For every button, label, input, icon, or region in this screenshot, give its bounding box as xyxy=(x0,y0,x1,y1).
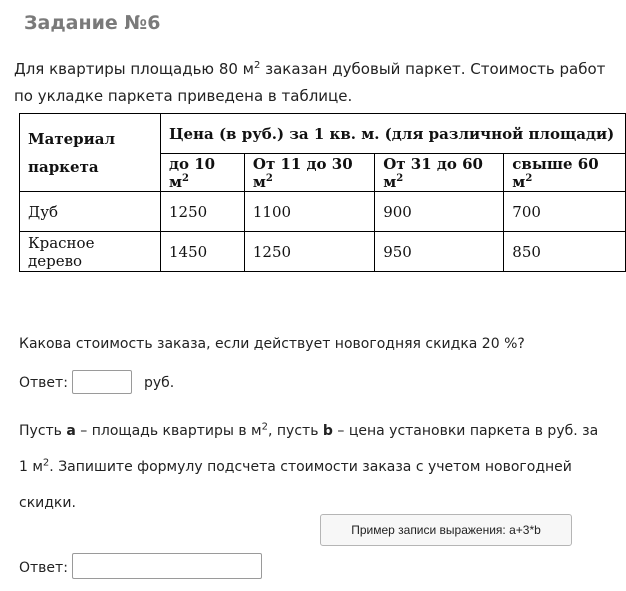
material-cell: Красное дерево xyxy=(20,232,161,272)
price-cell: 1100 xyxy=(244,192,374,232)
material-cell: Дуб xyxy=(20,192,161,232)
price-cell: 1450 xyxy=(161,232,245,272)
price-cell: 850 xyxy=(504,232,626,272)
price-cell: 950 xyxy=(375,232,504,272)
price-cell: 700 xyxy=(504,192,626,232)
price-cell: 1250 xyxy=(244,232,374,272)
task-intro xyxy=(14,56,614,110)
var-a: a xyxy=(66,423,76,439)
intro-sup: 2 xyxy=(254,60,261,71)
table-row xyxy=(20,232,626,272)
table-row xyxy=(20,192,626,232)
col-header: свыше 60 $м^2$ xyxy=(504,154,626,192)
table-header-row xyxy=(20,114,626,154)
answer-1-label: Ответ: xyxy=(19,375,68,391)
answer-2-label: Ответ: xyxy=(19,560,68,576)
question-1: Какова стоимость заказа, если действует новогодняя скидка 20 %? xyxy=(19,336,525,352)
intro-text: Для квартиры площадью 80 м xyxy=(14,60,254,78)
intro-text-end: заказан дубовый паркет. Стоимость работ по укладке паркета приведена в таблице. xyxy=(14,60,606,105)
col-header: От 11 до 30 $м^2$ xyxy=(244,154,374,192)
example-expression-button[interactable]: Пример записи выражения: a+3*b xyxy=(320,514,572,546)
task-title: Задание №6 xyxy=(24,12,161,34)
price-header: Цена (в руб.) за 1 кв. м. (для различной площади) xyxy=(161,114,626,154)
answer-2-input[interactable] xyxy=(72,553,262,579)
answer-1-input[interactable] xyxy=(72,370,132,394)
price-table xyxy=(19,113,626,272)
col-header: От 31 до 60 $м^2$ xyxy=(375,154,504,192)
col-header: до 10 $м^2$ xyxy=(161,154,245,192)
material-header: Материал паркета xyxy=(20,114,161,192)
price-cell: 900 xyxy=(375,192,504,232)
answer-1-unit: руб. xyxy=(144,375,175,391)
price-cell: 1250 xyxy=(161,192,245,232)
var-b: b xyxy=(322,423,333,439)
task-2-text: Пусть a – площадь квартиры в $м^2$, пусть b – цена установки паркета в руб. за 1 $м^2$. Запишите формулу подсчета стоимости заказа с учетом новогодней скидки. xyxy=(19,421,599,511)
